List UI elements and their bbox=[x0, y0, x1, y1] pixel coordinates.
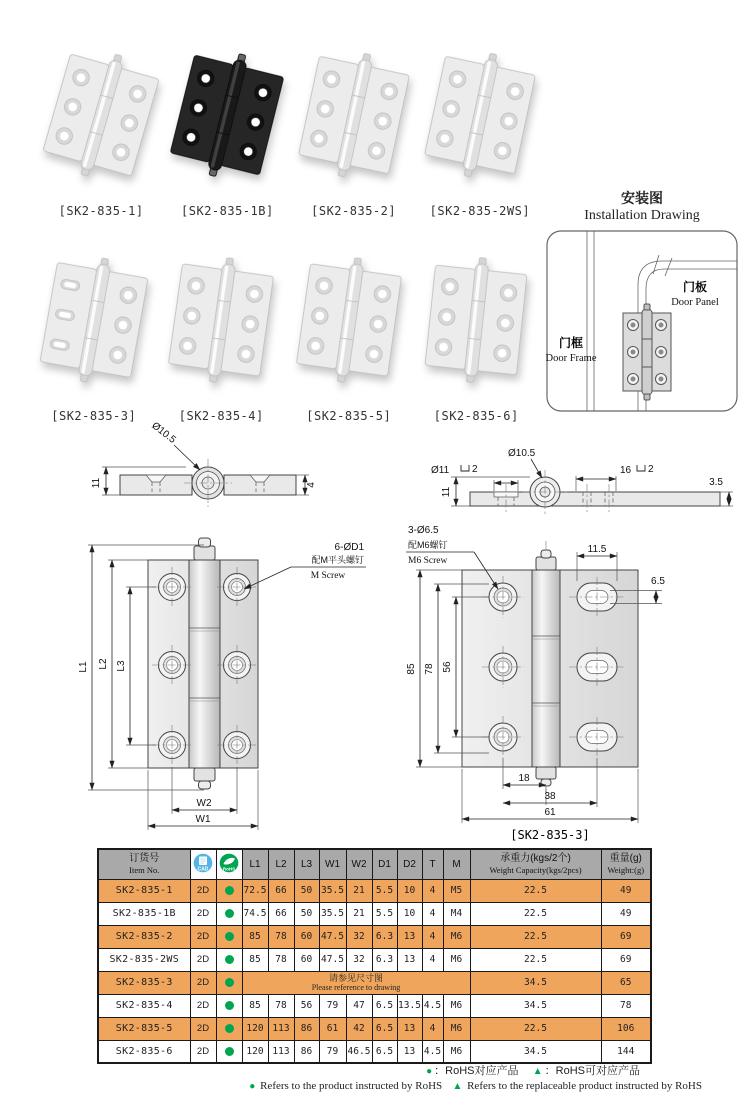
product-label: [SK2-835-6] bbox=[433, 409, 519, 423]
cell-dim: 13 bbox=[397, 948, 422, 971]
header-dim: D2 bbox=[397, 849, 422, 879]
cell-rohs bbox=[216, 948, 242, 971]
cell-dim: 4 bbox=[422, 948, 443, 971]
cell-dim: 21 bbox=[346, 902, 372, 925]
hinge-photo bbox=[32, 32, 171, 197]
cell-capacity: 34.5 bbox=[470, 971, 601, 994]
cell-dim: M6 bbox=[443, 1040, 470, 1063]
header-dim: M bbox=[443, 849, 470, 879]
cell-dim: 4 bbox=[422, 879, 443, 902]
cell-weight: 49 bbox=[601, 902, 651, 925]
rohs-dot-icon: ● bbox=[249, 1081, 256, 1092]
cell-item-no: SK2-835-2WS bbox=[98, 948, 190, 971]
cell-item-no: SK2-835-1B bbox=[98, 902, 190, 925]
cell-capacity: 34.5 bbox=[470, 1040, 601, 1063]
cell-dim: 85 bbox=[242, 925, 268, 948]
cell-dim: 13 bbox=[397, 1017, 422, 1040]
rohs-dot-icon bbox=[225, 955, 234, 964]
product-label: [SK2-835-2WS] bbox=[429, 204, 531, 218]
header-weight: 重量(g) Weight:(g) bbox=[601, 849, 651, 879]
rohs-triangle-icon: ▲ bbox=[532, 1066, 543, 1077]
cell-see-drawing-note: 请参见尺寸图 Please reference to drawing bbox=[242, 971, 470, 994]
drawing-caption: [SK2-835-3] bbox=[510, 828, 590, 842]
cell-dim: 60 bbox=[294, 948, 319, 971]
cell-capacity: 22.5 bbox=[470, 948, 601, 971]
cell-dim: 13.5 bbox=[397, 994, 422, 1017]
dim-knuckle-dia: Ø10.5 bbox=[149, 420, 178, 446]
cross-section-a bbox=[90, 421, 315, 529]
product-sk2-835-5 bbox=[285, 241, 413, 423]
hinge-photo bbox=[287, 242, 410, 397]
dim-height: 11 bbox=[441, 486, 452, 498]
cell-cad: 2D bbox=[190, 994, 216, 1017]
cell-dim: 61 bbox=[319, 1017, 346, 1040]
cell-dim: 72.5 bbox=[242, 879, 268, 902]
rohs-dot-icon bbox=[225, 1024, 234, 1033]
cross-section-b bbox=[413, 436, 738, 531]
dim-w2: W2 bbox=[196, 798, 212, 809]
spec-table-body bbox=[98, 879, 651, 1063]
cell-dim: 78 bbox=[268, 925, 294, 948]
table-row bbox=[98, 1040, 651, 1063]
cell-dim: 10 bbox=[397, 879, 422, 902]
holes-note: 6-ØD1 bbox=[334, 542, 364, 553]
table-row bbox=[98, 994, 651, 1017]
product-sk2-835-2ws bbox=[417, 36, 543, 218]
cell-dim: M6 bbox=[443, 1017, 470, 1040]
cell-item-no: SK2-835-4 bbox=[98, 994, 190, 1017]
product-label: [SK2-835-2] bbox=[311, 204, 397, 218]
cell-weight: 78 bbox=[601, 994, 651, 1017]
screw-note-en: M Screw bbox=[310, 571, 346, 581]
dim-thickness: 4 bbox=[306, 482, 317, 488]
rohs-dot-icon bbox=[225, 909, 234, 918]
dim-l3: L3 bbox=[116, 660, 127, 672]
table-row bbox=[98, 902, 651, 925]
cell-dim: 47.5 bbox=[319, 948, 346, 971]
dim-cbore-left: Ø11 bbox=[431, 465, 450, 476]
dim-38: 38 bbox=[544, 791, 556, 802]
rohs-dot-icon bbox=[225, 978, 234, 987]
hinge-photo bbox=[288, 35, 419, 196]
dim-plate-thickness: 3.5 bbox=[709, 477, 723, 488]
screw-note-en: M6 Screw bbox=[408, 556, 448, 566]
cell-cad: 2D bbox=[190, 948, 216, 971]
cell-weight: 49 bbox=[601, 879, 651, 902]
cell-rohs bbox=[216, 902, 242, 925]
door-frame-label-zh: 门框 bbox=[558, 336, 584, 350]
cell-dim: 66 bbox=[268, 902, 294, 925]
cell-dim: 85 bbox=[242, 994, 268, 1017]
dim-61: 61 bbox=[544, 807, 556, 818]
cell-dim: 50 bbox=[294, 902, 319, 925]
cell-dim: 120 bbox=[242, 1040, 268, 1063]
cell-dim: 13 bbox=[397, 925, 422, 948]
hinge-photo bbox=[414, 35, 545, 196]
footnote-line-en: ● Refers to the product instructed by RoHS ▲ Refers to the replaceable product instructed by RoHS bbox=[249, 1080, 702, 1092]
header-dim: D1 bbox=[372, 849, 397, 879]
dimension-drawing-generic bbox=[58, 533, 370, 845]
cell-capacity: 34.5 bbox=[470, 994, 601, 1017]
cell-dim: 60 bbox=[294, 925, 319, 948]
cell-dim: 86 bbox=[294, 1040, 319, 1063]
header-dim: L1 bbox=[242, 849, 268, 879]
cell-dim: 46.5 bbox=[346, 1040, 372, 1063]
cell-dim: 42 bbox=[346, 1017, 372, 1040]
svg-text:RoHS: RoHS bbox=[222, 866, 236, 872]
cell-weight: 69 bbox=[601, 925, 651, 948]
cell-dim: 47.5 bbox=[319, 925, 346, 948]
installation-title-en: Installation Drawing bbox=[584, 208, 700, 223]
product-sk2-835-4 bbox=[158, 241, 286, 423]
cell-item-no: SK2-835-2 bbox=[98, 925, 190, 948]
rohs-dot-icon bbox=[225, 1047, 234, 1056]
installed-hinge bbox=[623, 304, 671, 400]
footnote-line-zh: ● ：RoHS对应产品 ▲ ：RoHS可对应产品 bbox=[426, 1065, 640, 1077]
table-row bbox=[98, 925, 651, 948]
door-frame-label-en: Door Frame bbox=[545, 353, 597, 364]
dimension-drawing-sk3 bbox=[396, 521, 740, 851]
cad-icon bbox=[193, 853, 213, 873]
dim-cbore-left-depth: 2 bbox=[472, 464, 478, 475]
cell-dim: 4.5 bbox=[422, 994, 443, 1017]
cell-dim: 79 bbox=[319, 994, 346, 1017]
header-dim: W2 bbox=[346, 849, 372, 879]
cell-rohs bbox=[216, 994, 242, 1017]
header-dim: W1 bbox=[319, 849, 346, 879]
cell-dim: 6.5 bbox=[372, 1040, 397, 1063]
cell-dim: 4.5 bbox=[422, 1040, 443, 1063]
cell-dim: M6 bbox=[443, 925, 470, 948]
header-dim: L2 bbox=[268, 849, 294, 879]
door-panel-label-zh: 门板 bbox=[682, 280, 708, 294]
cell-dim: 47 bbox=[346, 994, 372, 1017]
cell-dim: 120 bbox=[242, 1017, 268, 1040]
spec-table bbox=[97, 848, 652, 1064]
dim-l2: L2 bbox=[98, 658, 109, 670]
cell-weight: 144 bbox=[601, 1040, 651, 1063]
cell-dim: 32 bbox=[346, 948, 372, 971]
dim-18: 18 bbox=[518, 773, 530, 784]
screw-note-zh: 配M6螺钉 bbox=[408, 540, 448, 550]
hinge-photo bbox=[160, 34, 295, 197]
table-row bbox=[98, 1017, 651, 1040]
cell-cad: 2D bbox=[190, 1040, 216, 1063]
product-sk2-835-6 bbox=[413, 241, 541, 423]
cell-cad: 2D bbox=[190, 902, 216, 925]
cell-weight: 69 bbox=[601, 948, 651, 971]
product-sk2-835-2 bbox=[291, 36, 417, 218]
cell-dim: 4 bbox=[422, 925, 443, 948]
cell-dim: 66 bbox=[268, 879, 294, 902]
cell-dim: 79 bbox=[319, 1040, 346, 1063]
cell-item-no: SK2-835-5 bbox=[98, 1017, 190, 1040]
cell-cad: 2D bbox=[190, 879, 216, 902]
dim-cbore-right: 16 bbox=[620, 465, 632, 476]
product-label: [SK2-835-1] bbox=[58, 204, 144, 218]
cell-dim: 10 bbox=[397, 902, 422, 925]
cell-dim: 5.5 bbox=[372, 879, 397, 902]
cell-dim: M6 bbox=[443, 948, 470, 971]
rohs-icon bbox=[219, 853, 239, 873]
cell-dim: 113 bbox=[268, 1017, 294, 1040]
counterbore-symbol bbox=[461, 465, 469, 471]
header-cad bbox=[190, 849, 216, 879]
product-sk2-835-1b bbox=[164, 36, 290, 218]
cell-dim: 21 bbox=[346, 879, 372, 902]
installation-drawing bbox=[543, 188, 741, 420]
cell-dim: 86 bbox=[294, 1017, 319, 1040]
cell-dim: 5.5 bbox=[372, 902, 397, 925]
cell-cad: 2D bbox=[190, 1017, 216, 1040]
header-rohs bbox=[216, 849, 242, 879]
cell-dim: M5 bbox=[443, 879, 470, 902]
cell-dim: 6.5 bbox=[372, 1017, 397, 1040]
dim-slot-width: 11.5 bbox=[587, 544, 607, 555]
cell-dim: 4 bbox=[422, 1017, 443, 1040]
cell-cad: 2D bbox=[190, 925, 216, 948]
product-label: [SK2-835-1B] bbox=[181, 204, 274, 218]
header-item: 订货号 Item No. bbox=[98, 849, 190, 879]
holes-note: 3-Ø6.5 bbox=[408, 525, 439, 536]
header-capacity: 承重力(kgs/2个) Weight Capacity(kgs/2pcs) bbox=[470, 849, 601, 879]
dim-78: 78 bbox=[424, 663, 435, 675]
screw-note-zh: 配M平头螺钉 bbox=[311, 555, 364, 565]
cell-rohs bbox=[216, 1017, 242, 1040]
product-row-2 bbox=[30, 241, 540, 423]
installation-diagram bbox=[543, 227, 741, 415]
dim-85: 85 bbox=[406, 663, 417, 675]
dim-l1: L1 bbox=[78, 661, 89, 673]
cell-dim: 78 bbox=[268, 948, 294, 971]
header-dim: L3 bbox=[294, 849, 319, 879]
table-row bbox=[98, 948, 651, 971]
product-label: [SK2-835-5] bbox=[306, 409, 392, 423]
cell-capacity: 22.5 bbox=[470, 902, 601, 925]
svg-text:CAD: CAD bbox=[197, 866, 209, 873]
door-panel-label-en: Door Panel bbox=[671, 297, 719, 308]
rohs-dot-icon bbox=[225, 886, 234, 895]
installation-title-zh: 安装图 bbox=[621, 190, 663, 206]
cell-rohs bbox=[216, 971, 242, 994]
cell-cad: 2D bbox=[190, 971, 216, 994]
hinge-photo bbox=[160, 242, 283, 397]
table-header-row bbox=[98, 849, 651, 879]
product-sk2-835-3 bbox=[30, 241, 158, 423]
cell-item-no: SK2-835-6 bbox=[98, 1040, 190, 1063]
product-sk2-835-1 bbox=[38, 36, 164, 218]
product-label: [SK2-835-3] bbox=[51, 409, 137, 423]
cell-capacity: 22.5 bbox=[470, 925, 601, 948]
rohs-dot-icon: ● bbox=[426, 1066, 433, 1077]
cell-capacity: 22.5 bbox=[470, 1017, 601, 1040]
cell-weight: 65 bbox=[601, 971, 651, 994]
cell-dim: M6 bbox=[443, 994, 470, 1017]
dim-slot-height: 6.5 bbox=[651, 576, 665, 587]
rohs-dot-icon bbox=[225, 932, 234, 941]
cell-dim: 74.5 bbox=[242, 902, 268, 925]
cell-rohs bbox=[216, 1040, 242, 1063]
dim-w1: W1 bbox=[195, 814, 211, 825]
cell-dim: 35.5 bbox=[319, 879, 346, 902]
dim-56: 56 bbox=[442, 661, 453, 673]
cell-rohs bbox=[216, 879, 242, 902]
cell-dim: 6.3 bbox=[372, 948, 397, 971]
dim-cbore-right-depth: 2 bbox=[648, 464, 654, 475]
hinge-photo bbox=[417, 244, 535, 396]
cell-item-no: SK2-835-1 bbox=[98, 879, 190, 902]
product-label: [SK2-835-4] bbox=[178, 409, 264, 423]
cell-rohs bbox=[216, 925, 242, 948]
rohs-footnotes bbox=[247, 1062, 702, 1092]
cell-capacity: 22.5 bbox=[470, 879, 601, 902]
header-dim: T bbox=[422, 849, 443, 879]
product-row-1 bbox=[38, 36, 543, 218]
cell-dim: 13 bbox=[397, 1040, 422, 1063]
cell-dim: 78 bbox=[268, 994, 294, 1017]
hinge-photo bbox=[30, 241, 157, 399]
cell-dim: 50 bbox=[294, 879, 319, 902]
cell-weight: 106 bbox=[601, 1017, 651, 1040]
cell-dim: M4 bbox=[443, 902, 470, 925]
cell-dim: 85 bbox=[242, 948, 268, 971]
cell-dim: 35.5 bbox=[319, 902, 346, 925]
cell-dim: 6.5 bbox=[372, 994, 397, 1017]
cell-item-no: SK2-835-3 bbox=[98, 971, 190, 994]
table-row bbox=[98, 879, 651, 902]
dim-height: 11 bbox=[91, 477, 102, 489]
dim-pin-dia: Ø10.5 bbox=[508, 448, 536, 459]
cell-dim: 4 bbox=[422, 902, 443, 925]
counterbore-symbol bbox=[637, 465, 645, 471]
cell-dim: 113 bbox=[268, 1040, 294, 1063]
cell-dim: 32 bbox=[346, 925, 372, 948]
cell-dim: 56 bbox=[294, 994, 319, 1017]
rohs-triangle-icon: ▲ bbox=[452, 1081, 463, 1092]
rohs-dot-icon bbox=[225, 1001, 234, 1010]
table-row bbox=[98, 971, 651, 994]
cell-dim: 6.3 bbox=[372, 925, 397, 948]
